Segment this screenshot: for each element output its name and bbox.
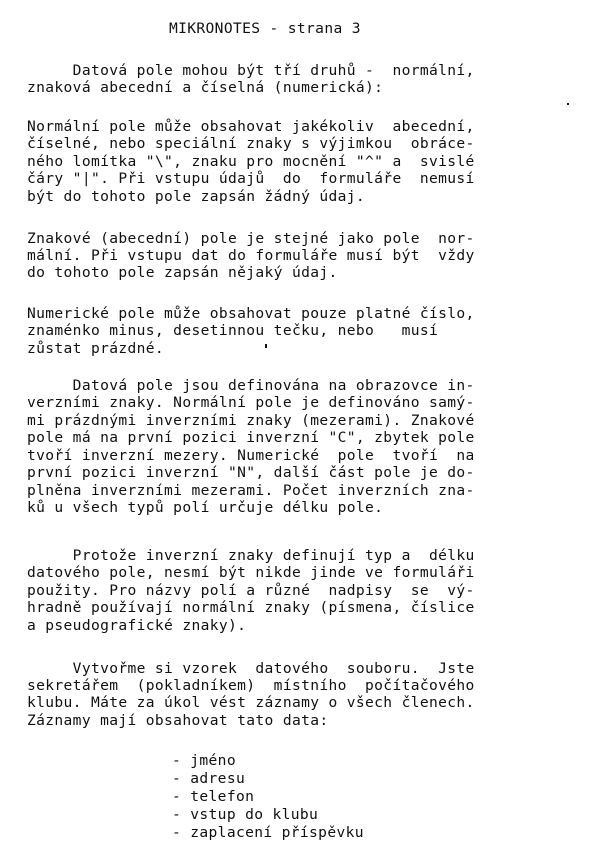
text-line: Normální pole může obsahovat jakékoliv abecední,	[27, 118, 475, 135]
text-line: mální. Při vstupu dat do formuláře musí být vždy	[27, 247, 475, 264]
text-line: být do tohoto pole zapsán žádný údaj.	[27, 188, 366, 205]
scan-speck	[265, 344, 267, 348]
text-line: Protože inverzní znaky definují typ a délku	[27, 547, 475, 564]
text-line: čáry "|". Při vstupu údajů do formuláře nemusí	[27, 170, 475, 187]
list-item: - zaplacení příspěvku	[172, 824, 364, 841]
text-line: číselné, nebo speciální znaky s výjimkou obráce-	[27, 135, 475, 152]
text-line: Vytvořme si vzorek datového souboru. Jste	[27, 660, 475, 677]
text-line: Znakové (abecední) pole je stejné jako pole nor-	[27, 230, 475, 247]
text-line: verzními znaky. Normální pole je definováno samý-	[27, 394, 475, 411]
text-line: a pseudografické znaky).	[27, 617, 247, 634]
text-line: datového pole, nesmí být nikde jinde ve formuláři	[27, 564, 475, 581]
text-line: znaková abecední a číselná (numerická):	[27, 79, 384, 96]
text-line: tvoří inverzní mezery. Numerické pole tvoří na	[27, 447, 475, 464]
text-line: ného lomítka "\", znaku pro mocnění "^" a svislé	[27, 153, 475, 170]
text-line: znaménko minus, desetinnou tečku, nebo musí	[27, 322, 439, 339]
scan-speck	[567, 103, 569, 105]
page-title: MIKRONOTES - strana 3	[169, 20, 361, 37]
text-line: pole má na první pozici inverzní "C", zbytek pole	[27, 429, 475, 446]
text-line: první pozici inverzní "N", další část pole je do-	[27, 464, 475, 481]
text-line: zůstat prázdné.	[27, 340, 165, 357]
text-line: Datová pole mohou být tří druhů - normální,	[27, 62, 475, 79]
text-line: klubu. Máte za úkol vést záznamy o všech členech.	[27, 694, 475, 711]
text-line: mi prázdnými inverzními znaky (mezerami). Znakové	[27, 412, 475, 429]
text-line: použity. Pro názvy polí a různé nadpisy se vý-	[27, 582, 475, 599]
text-line: ků u všech typů polí určuje délku pole.	[27, 499, 384, 516]
text-line: plněna inverzními mezerami. Počet inverzních zna-	[27, 482, 475, 499]
text-line: sekretářem (pokladníkem) místního počítačového	[27, 677, 475, 694]
list-item: - adresu	[172, 770, 246, 787]
text-line: hradně používají normální znaky (písmena, číslice	[27, 599, 475, 616]
text-line: Záznamy mají obsahovat tato data:	[27, 712, 329, 729]
list-item: - jméno	[172, 752, 236, 769]
text-line: Datová pole jsou definována na obrazovce in-	[27, 377, 475, 394]
text-line: do tohoto pole zapsán nějaký údaj.	[27, 264, 338, 281]
text-line: Numerické pole může obsahovat pouze platné číslo,	[27, 305, 475, 322]
list-item: - telefon	[172, 788, 255, 805]
list-item: - vstup do klubu	[172, 806, 319, 823]
